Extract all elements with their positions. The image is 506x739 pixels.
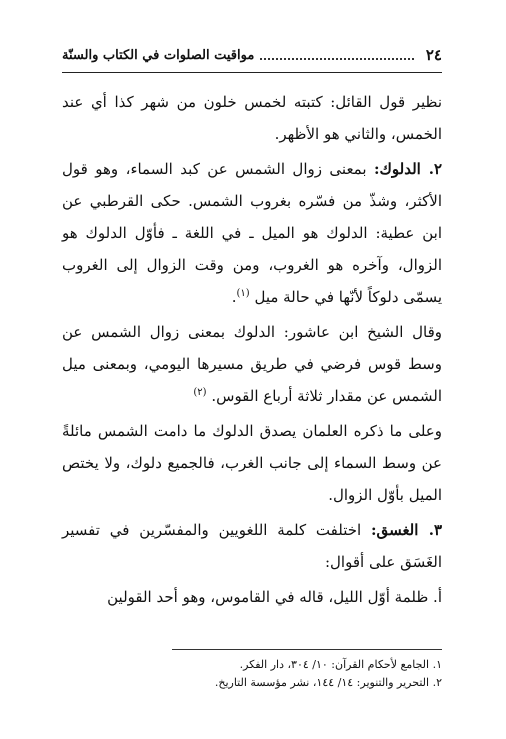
running-header — [62, 42, 442, 68]
paragraph-dulook: ٢. الدلوك: بمعنى زوال الشمس عن كبد السماء، وهو قول الأكثر، وشذّ من فسّره بغروب الشمس. حكى القرطبي عن ابن عطية: الدلوك هو الميل ـ في اللغة ـ فأوّل الدلوك هو الزوال، وآخره هو الغروب، ومن وقت الزوال إلى الغروب يسمّى دلوكاً لأنّها في حالة ميل $^{(١)}$. — [62, 160, 442, 306]
paragraph-conclusion: وعلى ما ذكره العلمان يصدق الدلوك ما دامت الشمس مائلةً عن وسط السماء إلى جانب الغرب، فالجميع دلوك، ولا يختص الميل بأوّل الزوال. — [62, 422, 442, 504]
paragraph-ghasaq — [62, 514, 442, 578]
footnote-1: ١. الجامع لأحكام القرآن: ١٠/ ٣٠٤، دار الفكر. — [239, 658, 442, 671]
ghasaq-text: اختلفت كلمة اللغويين والمفسّرين في تفسير الغَسَق على أقوال: — [62, 521, 442, 571]
main-text — [62, 86, 442, 616]
paragraph-ghasaq-a: أ. ظلمة أوّل الليل، قاله في القاموس، وهو أحد القولين — [107, 588, 442, 606]
footnote-separator — [172, 649, 442, 650]
footnotes — [62, 656, 442, 692]
page-number: ٢٤ — [425, 46, 442, 64]
paragraph-ibn-ashur — [62, 316, 442, 412]
footnote-ref-2[interactable]: (٢) — [193, 387, 207, 398]
footnote-2: ٢. التحرير والتنوير: ١٤/ ١٤٤، نشر مؤسسة التاريخ. — [214, 676, 442, 689]
running-title: مواقيت الصلوات في الكتاب والسنّة — [62, 47, 255, 63]
ibn-ashur-text: وقال الشيخ ابن عاشور: الدلوك بمعنى زوال الشمس عن وسط قوس فرضي في طريق مسيرها اليومي، وبمعنى ميل الشمس عن مقدار ثلاثة أرباع القوس. — [62, 323, 442, 405]
dulook-text: بمعنى زوال الشمس عن كبد السماء، وهو قول الأكثر، وشذّ من فسّره بغروب الشمس. حكى القرطبي عن ابن عطية: الدلوك هو الميل ـ في اللغة ـ فأوّل الدلوك هو الزوال، وآخره هو الغروب، ومن وقت الزوال إلى الغروب يسمّى دلوكاً لأنّها في حالة ميل — [62, 160, 442, 306]
header-leader-dots — [260, 50, 414, 60]
footnote-ref-1[interactable]: (١) — [236, 288, 250, 299]
header-rule — [62, 72, 442, 73]
section-heading-dulook: ٢. الدلوك: — [373, 160, 442, 178]
paragraph-1: نظير قول القائل: كتبته لخمس خلون من شهر كذا أي عند الخمس، والثاني هو الأظهر. — [62, 93, 442, 143]
section-heading-ghasaq: ٣. الغسق: — [371, 521, 442, 539]
